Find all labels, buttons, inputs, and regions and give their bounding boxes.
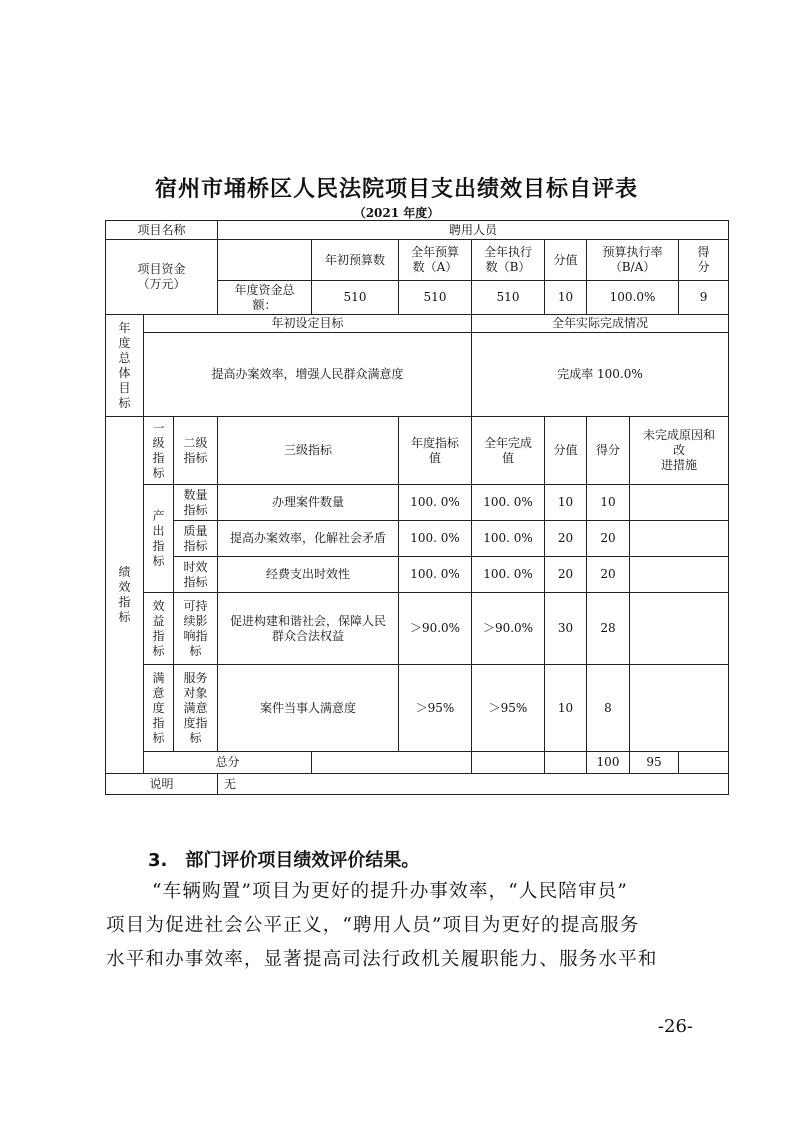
- score-cell: 20: [545, 557, 587, 593]
- page-number: -26-: [657, 1016, 693, 1037]
- full-budget-header: 全年预算 数（A）: [399, 240, 472, 281]
- level3-cell: 经费支出时效性: [218, 557, 399, 593]
- level3-cell: 提高办案效率，化解社会矛盾: [218, 521, 399, 557]
- section-heading: 3. 部门评价项目绩效评价结果。: [148, 850, 420, 871]
- annual-total-label: 年度资金总 额：: [218, 281, 312, 315]
- self-evaluation-table: [105, 220, 729, 795]
- score-cell: 10: [545, 485, 587, 521]
- table-row: [106, 665, 729, 752]
- reason-header: 未完成原因和 改 进措施: [630, 417, 729, 485]
- annual-initial-value: 510: [312, 281, 399, 315]
- score-cell: 10: [545, 665, 587, 752]
- annual-rate-value: 100.0%: [587, 281, 679, 315]
- done-cell: 100. 0%: [472, 557, 545, 593]
- table-row: [106, 485, 729, 521]
- target-cell: ＞95%: [399, 665, 472, 752]
- note-label: 说明: [106, 774, 218, 795]
- document-title: 宿州市埇桥区人民法院项目支出绩效目标自评表: [154, 177, 638, 202]
- annual-exec-value: 510: [472, 281, 545, 315]
- note-value: 无: [218, 774, 729, 795]
- satisfaction-indicator-label: 满 意 度 指 标: [144, 665, 174, 752]
- benefit-indicator-label: 效 益 指 标: [144, 593, 174, 665]
- target-cell: 100. 0%: [399, 557, 472, 593]
- level2-cell: 时效 指标: [174, 557, 218, 593]
- total-score-value: 100: [587, 752, 630, 774]
- score-header-2: 分值: [545, 417, 587, 485]
- score-cell: 20: [545, 521, 587, 557]
- fund-label: 项目资金 （万元）: [106, 240, 218, 315]
- reason-cell: [630, 557, 729, 593]
- reason-cell: [630, 521, 729, 557]
- done-cell: 100. 0%: [472, 485, 545, 521]
- total-label: 总分: [144, 752, 312, 774]
- initial-budget-header: 年初预算数: [312, 240, 399, 281]
- body-paragraph: [106, 875, 706, 977]
- level2-cell: 质量 指标: [174, 521, 218, 557]
- full-done-header: 全年完成 值: [472, 417, 545, 485]
- annual-full-budget-value: 510: [399, 281, 472, 315]
- annual-target-header: 年度指标 值: [399, 417, 472, 485]
- paragraph-line: 水平和办事效率，显著提高司法行政机关履职能力、服务水平和: [106, 949, 658, 970]
- got-cell: 28: [587, 593, 630, 665]
- done-cell: ＞90.0%: [472, 593, 545, 665]
- table-row: [106, 593, 729, 665]
- project-name-value: 聘用人员: [218, 221, 729, 240]
- score-header: 分值: [545, 240, 587, 281]
- paragraph-line: “车辆购置”项目为更好的提升办事效率，“人民陪审员”: [152, 881, 629, 902]
- initial-goal-text: 提高办案效率，增强人民群众满意度: [144, 333, 472, 417]
- annual-got-value: 9: [679, 281, 729, 315]
- level2-cell: 数量 指标: [174, 485, 218, 521]
- reason-cell: [630, 485, 729, 521]
- performance-indicator-label: 绩 效 指 标: [106, 417, 144, 774]
- level3-cell: 案件当事人满意度: [218, 665, 399, 752]
- level3-header: 三级指标: [218, 417, 399, 485]
- got-cell: 10: [587, 485, 630, 521]
- level3-cell: 办理案件数量: [218, 485, 399, 521]
- got-header-2: 得分: [587, 417, 630, 485]
- got-score-header: 得 分: [679, 240, 729, 281]
- paragraph-line: 项目为促进社会公平正义，“聘用人员”项目为更好的提高服务: [106, 915, 640, 936]
- target-cell: 100. 0%: [399, 485, 472, 521]
- done-cell: 100. 0%: [472, 521, 545, 557]
- level2-header: 二级 指标: [174, 417, 218, 485]
- target-cell: ＞90.0%: [399, 593, 472, 665]
- full-exec-header: 全年执行 数（B）: [472, 240, 545, 281]
- exec-rate-header: 预算执行率 （B/A）: [587, 240, 679, 281]
- target-cell: 100. 0%: [399, 521, 472, 557]
- project-name-label: 项目名称: [106, 221, 218, 240]
- document-subtitle: （2021 年度）: [353, 206, 440, 220]
- overall-target-label: 年 度 总 体 目 标: [106, 315, 144, 417]
- table-row: [106, 521, 729, 557]
- score-cell: 30: [545, 593, 587, 665]
- got-cell: 8: [587, 665, 630, 752]
- level1-header: 一 级 指 标: [144, 417, 174, 485]
- got-cell: 20: [587, 557, 630, 593]
- got-cell: 20: [587, 521, 630, 557]
- table-row: [106, 557, 729, 593]
- level3-cell: 促进构建和谐社会，保障人民 群众合法权益: [218, 593, 399, 665]
- actual-text: 完成率 100.0%: [472, 333, 729, 417]
- initial-goal-header: 年初设定目标: [144, 315, 472, 333]
- actual-header: 全年实际完成情况: [472, 315, 729, 333]
- total-got-value: 95: [630, 752, 679, 774]
- level2-cell: 可持 续影 响指 标: [174, 593, 218, 665]
- reason-cell: [630, 593, 729, 665]
- done-cell: ＞95%: [472, 665, 545, 752]
- level2-cell: 服务 对象 满意 度指 标: [174, 665, 218, 752]
- annual-score-value: 10: [545, 281, 587, 315]
- output-indicator-label: 产 出 指 标: [144, 485, 174, 593]
- reason-cell: [630, 665, 729, 752]
